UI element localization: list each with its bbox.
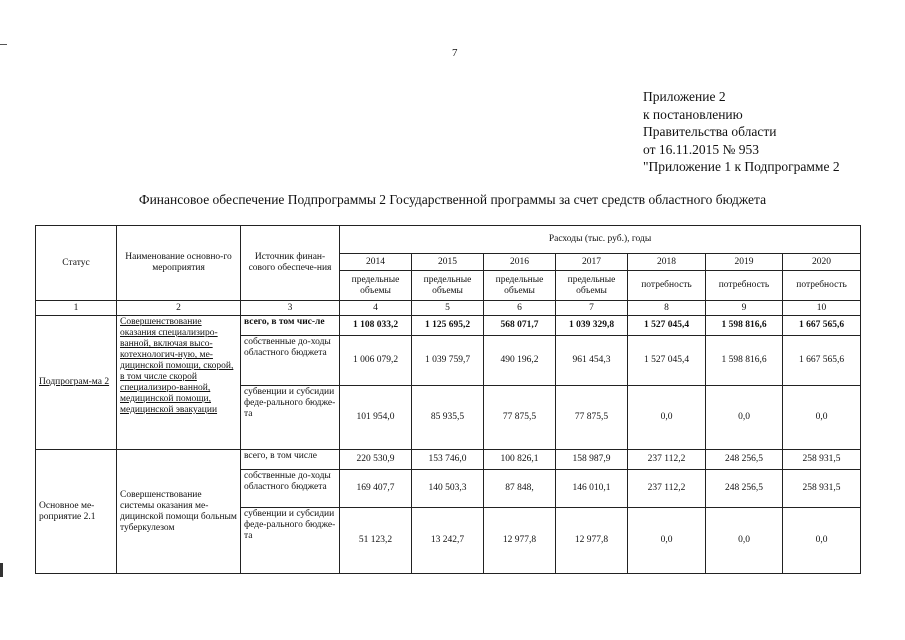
value-cell: 1 667 565,6	[783, 316, 861, 336]
header-kind: предельные объемы	[556, 271, 628, 301]
header-year: 2015	[412, 254, 484, 271]
value-cell: 153 746,0	[412, 450, 484, 470]
value-cell: 1 039 329,8	[556, 316, 628, 336]
value-cell: 1 125 695,2	[412, 316, 484, 336]
header-kind: потребность	[628, 271, 706, 301]
header-year: 2018	[628, 254, 706, 271]
source-cell: собственные до-ходы областного бюджета	[241, 470, 340, 508]
value-cell: 258 931,5	[783, 470, 861, 508]
column-number: 7	[556, 301, 628, 316]
header-row	[36, 226, 861, 254]
value-cell: 140 503,3	[412, 470, 484, 508]
value-cell: 1 527 045,4	[628, 316, 706, 336]
source-cell: субвенции и субсидии феде-рального бюдже-та	[241, 508, 340, 574]
value-cell: 1 039 759,7	[412, 336, 484, 386]
value-cell: 258 931,5	[783, 450, 861, 470]
annex-line: "Приложение 1 к Подпрограмме 2	[643, 159, 840, 174]
source-cell: собственные до-ходы областного бюджета	[241, 336, 340, 386]
annex-line: Приложение 2	[643, 89, 726, 104]
value-cell: 77 875,5	[556, 386, 628, 450]
header-year: 2020	[783, 254, 861, 271]
document-title: Финансовое обеспечение Подпрограммы 2 Государственной программы за счет средств областного бюджета	[138, 192, 767, 207]
header-status: Статус	[36, 226, 117, 301]
header-kind: потребность	[783, 271, 861, 301]
header-kind: предельные объемы	[412, 271, 484, 301]
value-cell: 1 598 816,6	[706, 336, 783, 386]
column-numbers-row	[36, 301, 861, 316]
header-year: 2016	[484, 254, 556, 271]
page-edge-bar	[0, 563, 3, 577]
header-year: 2014	[340, 254, 412, 271]
value-cell: 100 826,1	[484, 450, 556, 470]
value-cell: 13 242,7	[412, 508, 484, 574]
column-number: 10	[783, 301, 861, 316]
header-expenses: Расходы (тыс. руб.), годы	[340, 226, 861, 254]
value-cell: 0,0	[628, 386, 706, 450]
header-kind: предельные объемы	[484, 271, 556, 301]
value-cell: 87 848,	[484, 470, 556, 508]
column-number: 8	[628, 301, 706, 316]
value-cell: 568 071,7	[484, 316, 556, 336]
header-kind: потребность	[706, 271, 783, 301]
source-cell: всего, в том числе	[241, 450, 340, 470]
value-cell: 146 010,1	[556, 470, 628, 508]
value-cell: 51 123,2	[340, 508, 412, 574]
value-cell: 85 935,5	[412, 386, 484, 450]
header-year: 2017	[556, 254, 628, 271]
value-cell: 248 256,5	[706, 450, 783, 470]
value-cell: 961 454,3	[556, 336, 628, 386]
value-cell: 77 875,5	[484, 386, 556, 450]
value-cell: 158 987,9	[556, 450, 628, 470]
header-kind: предельные объемы	[340, 271, 412, 301]
annex-line: Правительства области	[643, 124, 777, 139]
column-number: 2	[117, 301, 241, 316]
value-cell: 248 256,5	[706, 470, 783, 508]
value-cell: 169 407,7	[340, 470, 412, 508]
column-number: 3	[241, 301, 340, 316]
measure-name-cell: Совершенствование системы оказания ме-дицинской помощи больным туберкулезом	[117, 450, 241, 574]
header-year: 2019	[706, 254, 783, 271]
status-cell: Подпрограм-ма 2	[36, 316, 117, 450]
column-number: 4	[340, 301, 412, 316]
value-cell: 0,0	[706, 508, 783, 574]
table-row	[36, 316, 861, 336]
column-number: 9	[706, 301, 783, 316]
value-cell: 0,0	[783, 508, 861, 574]
value-cell: 490 196,2	[484, 336, 556, 386]
measure-name-cell: Совершенствование оказания специализиро-ванной, включая высо-котехнологич-ную, ме-дицинской помощи, скорой, в том числе скорой специализиро-ванной, медицинской помощи, медицинской эвакуации	[117, 316, 241, 450]
value-cell: 12 977,8	[556, 508, 628, 574]
annex-line: от 16.11.2015 № 953	[643, 141, 759, 157]
header-name: Наименование основно-го мероприятия	[117, 226, 241, 301]
value-cell: 0,0	[628, 508, 706, 574]
status-cell: Основное ме-роприятие 2.1	[36, 450, 117, 574]
column-number: 5	[412, 301, 484, 316]
table-row	[36, 450, 861, 470]
column-number: 6	[484, 301, 556, 316]
column-number: 1	[36, 301, 117, 316]
value-cell: 0,0	[706, 386, 783, 450]
value-cell: 237 112,2	[628, 470, 706, 508]
value-cell: 1 598 816,6	[706, 316, 783, 336]
source-cell: субвенции и субсидии феде-рального бюдже-та	[241, 386, 340, 450]
value-cell: 220 530,9	[340, 450, 412, 470]
value-cell: 0,0	[783, 386, 861, 450]
value-cell: 237 112,2	[628, 450, 706, 470]
page-number: 7	[452, 47, 458, 59]
financing-table	[35, 225, 861, 574]
value-cell: 101 954,0	[340, 386, 412, 450]
value-cell: 1 108 033,2	[340, 316, 412, 336]
value-cell: 1 667 565,6	[783, 336, 861, 386]
annex-block	[643, 88, 840, 176]
page-edge-mark	[0, 44, 7, 45]
value-cell: 1 006 079,2	[340, 336, 412, 386]
value-cell: 1 527 045,4	[628, 336, 706, 386]
source-cell: всего, в том чис-ле	[241, 316, 340, 336]
value-cell: 12 977,8	[484, 508, 556, 574]
header-source: Источник финан-сового обеспече-ния	[241, 226, 340, 301]
annex-line: к постановлению	[643, 106, 743, 122]
